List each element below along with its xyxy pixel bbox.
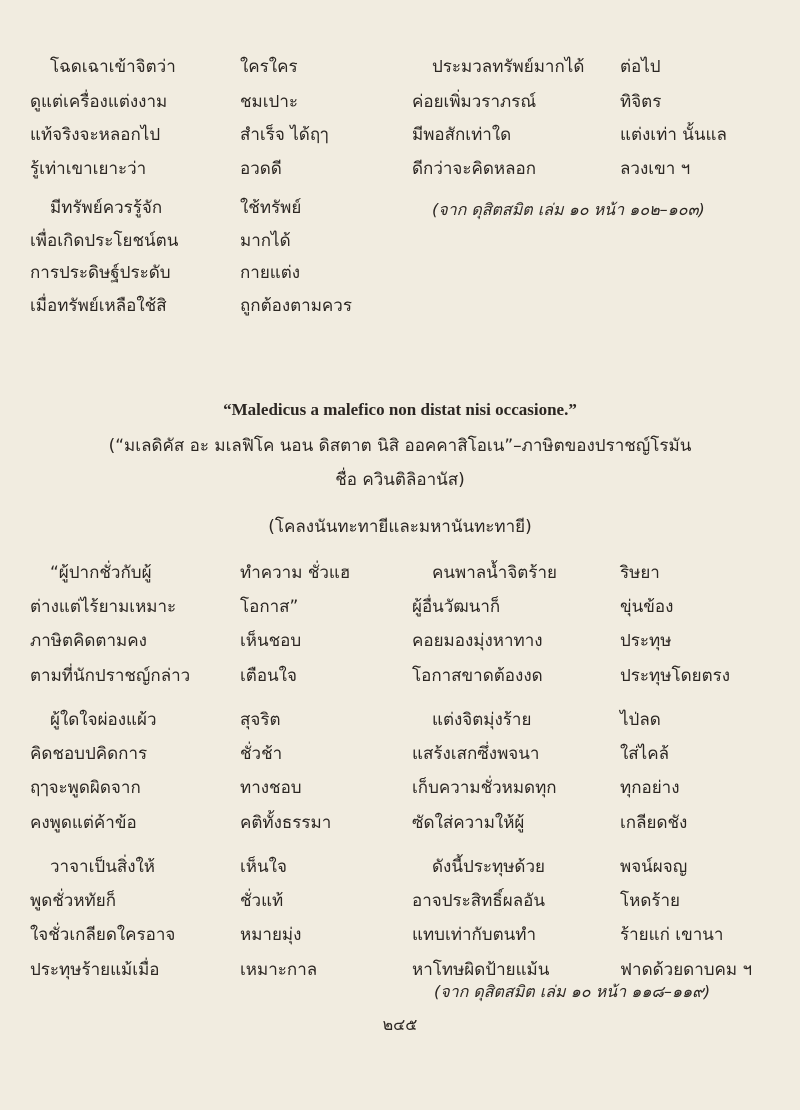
poem2-line-3-a: ภาษิตคิดตามคง: [30, 631, 147, 651]
poem1-left-line-4: รู้เท่าเขาเยาะว่า: [30, 159, 147, 179]
poem2-line-12-d: ฟาดด้วยดาบคม ฯ: [620, 960, 753, 980]
poem2-line-1-b: ทำความ ชั่วแฮ: [240, 563, 351, 583]
poem2-line-2-c: ผู้อื่นวัฒนาก็: [412, 597, 501, 617]
citation-1: (จาก ดุสิตสมิต เล่ม ๑๐ หน้า ๑๐๒–๑๐๓): [432, 200, 705, 219]
poem1-left-line-3: แท้จริงจะหลอกไป: [30, 125, 161, 145]
poem2-line-11-b: หมายมุ่ง: [240, 925, 302, 945]
poem2-line-4-a: ตามที่นักปราชญ์กล่าว: [30, 666, 191, 686]
poem2-line-3-d: ประทุษ: [620, 631, 672, 651]
poem2-line-11-c: แทบเท่ากับตนทำ: [412, 925, 537, 945]
poem2-line-3-b: เห็นชอบ: [240, 631, 302, 651]
poem2-line-7-a: ฤๅจะพูดผิดจาก: [30, 778, 141, 798]
poem2-line-9-b: เห็นใจ: [240, 857, 287, 877]
page-number: ๒๔๕: [382, 1015, 418, 1034]
transliteration-line-2: ชื่อ ควินติลิอานัส): [335, 470, 465, 490]
poem1-right-line-3: มีพอสักเท่าใด: [412, 125, 512, 145]
poem2-line-2-a: ต่างแต่ไร้ยามเหมาะ: [30, 597, 177, 617]
poem1-left-line-6-end: มากได้: [240, 231, 291, 251]
poem1-left-line-2-end: ชมเปาะ: [240, 92, 299, 112]
poem2-line-9-d: พจน์ผจญ: [620, 857, 688, 877]
poem2-line-8-c: ซัดใส่ความให้ผู้: [412, 813, 525, 833]
poem2-line-6-c: แสร้งเสกซึ่งพจนา: [412, 744, 540, 764]
poem1-left-line-2: ดูแต่เครื่องแต่งงาม: [30, 92, 168, 112]
poem2-line-8-a: คงพูดแต่ค้าข้อ: [30, 813, 137, 833]
poem1-right-line-3-end: แต่งเท่า นั้นแล: [620, 125, 727, 145]
poem2-line-10-d: โหดร้าย: [620, 891, 681, 911]
poem1-left-line-3-end: สำเร็จ ได้ฤๅ: [240, 125, 329, 145]
poem2-line-5-a: ผู้ใดใจผ่องแผ้ว: [50, 710, 157, 730]
poem2-line-5-b: สุจริต: [240, 710, 281, 730]
poem1-right-line-1: ประมวลทรัพย์มากได้: [432, 57, 585, 77]
citation-2: (จาก ดุสิตสมิต เล่ม ๑๐ หน้า ๑๑๘–๑๑๙): [434, 982, 711, 1001]
poem2-line-4-c: โอกาสขาดต้องงด: [412, 666, 543, 686]
poem1-right-line-4: ดีกว่าจะคิดหลอก: [412, 159, 537, 179]
poem2-line-4-b: เตือนใจ: [240, 666, 297, 686]
poem2-line-7-b: ทางชอบ: [240, 778, 302, 798]
poem2-line-12-a: ประทุษร้ายแม้เมื่อ: [30, 960, 160, 980]
poem1-left-line-1: โฉดเฉาเข้าจิตว่า: [50, 57, 176, 77]
poem2-subtitle: (โคลงนันทะทายีและมหานันทะทายี): [268, 517, 532, 537]
poem1-right-line-2-end: ทิจิตร: [620, 92, 662, 112]
poem1-left-line-8: เมื่อทรัพย์เหลือใช้สิ: [30, 296, 167, 316]
poem2-line-6-d: ใส่ไคล้: [620, 744, 670, 764]
poem2-line-8-d: เกลียดชัง: [620, 813, 688, 833]
poem2-line-10-a: พูดชั่วหทัยก็: [30, 891, 116, 911]
poem1-left-line-7: การประดิษฐ์ประดับ: [30, 263, 171, 283]
poem2-line-9-a: วาจาเป็นสิ่งให้: [50, 857, 156, 877]
poem2-line-11-d: ร้ายแก่ เขานา: [620, 925, 724, 945]
poem2-line-5-c: แต่งจิตมุ่งร้าย: [432, 710, 532, 730]
poem2-line-4-d: ประทุษโดยตรง: [620, 666, 731, 686]
poem2-line-5-d: ไป่ลด: [620, 710, 661, 730]
poem2-line-2-d: ขุ่นข้อง: [620, 597, 674, 617]
transliteration-line-1: (“มเลดิคัส อะ มเลฟิโค นอน ดิสตาต นิสิ ออคคาสิโอเน”–ภาษิตของปราชญ์โรมัน: [108, 436, 692, 456]
latin-quote: “Maledicus a malefico non distat nisi occasione.”: [223, 400, 577, 419]
poem2-line-1-d: ริษยา: [620, 563, 660, 583]
poem2-line-10-b: ชั่วแท้: [240, 891, 284, 911]
poem1-right-line-4-end: ลวงเขา ฯ: [620, 159, 691, 179]
poem2-line-1-a: “ผู้ปากชั่วกับผู้: [50, 563, 152, 583]
poem2-line-2-b: โอกาส”: [240, 597, 299, 617]
poem2-line-10-c: อาจประสิทธิ์ผลอัน: [412, 891, 545, 911]
poem1-left-line-5-end: ใช้ทรัพย์: [240, 198, 302, 218]
poem1-left-line-8-end: ถูกต้องตามควร: [240, 296, 352, 316]
poem2-line-11-a: ใจชั่วเกลียดใครอาจ: [30, 925, 176, 945]
poem2-line-7-c: เก็บความชั่วหมดทุก: [412, 778, 557, 798]
poem2-line-3-c: คอยมองมุ่งหาทาง: [412, 631, 543, 651]
poem1-right-line-2: ค่อยเพิ่มวราภรณ์: [412, 92, 537, 112]
poem1-left-line-6: เพื่อเกิดประโยชน์ตน: [30, 231, 179, 251]
poem2-line-9-c: ดังนี้ประทุษด้วย: [432, 857, 545, 877]
poem1-left-line-5: มีทรัพย์ควรรู้จัก: [50, 198, 163, 218]
poem1-left-line-1-end: ใครใคร: [240, 57, 298, 77]
poem2-line-6-a: คิดชอบปคิดการ: [30, 744, 148, 764]
poem2-line-8-b: คติทั้งธรรมา: [240, 813, 332, 833]
poem2-line-12-b: เหมาะกาล: [240, 960, 318, 980]
poem2-line-1-c: คนพาลน้ำจิตร้าย: [432, 563, 557, 583]
poem1-left-line-4-end: อวดดี: [240, 159, 282, 179]
poem1-left-line-7-end: กายแต่ง: [240, 263, 301, 283]
poem2-line-12-c: หาโทษผิดป้ายแม้น: [412, 960, 550, 980]
poem2-line-7-d: ทุกอย่าง: [620, 778, 680, 798]
poem2-line-6-b: ชั่วช้า: [240, 744, 283, 764]
poem1-right-line-1-end: ต่อไป: [620, 57, 661, 77]
